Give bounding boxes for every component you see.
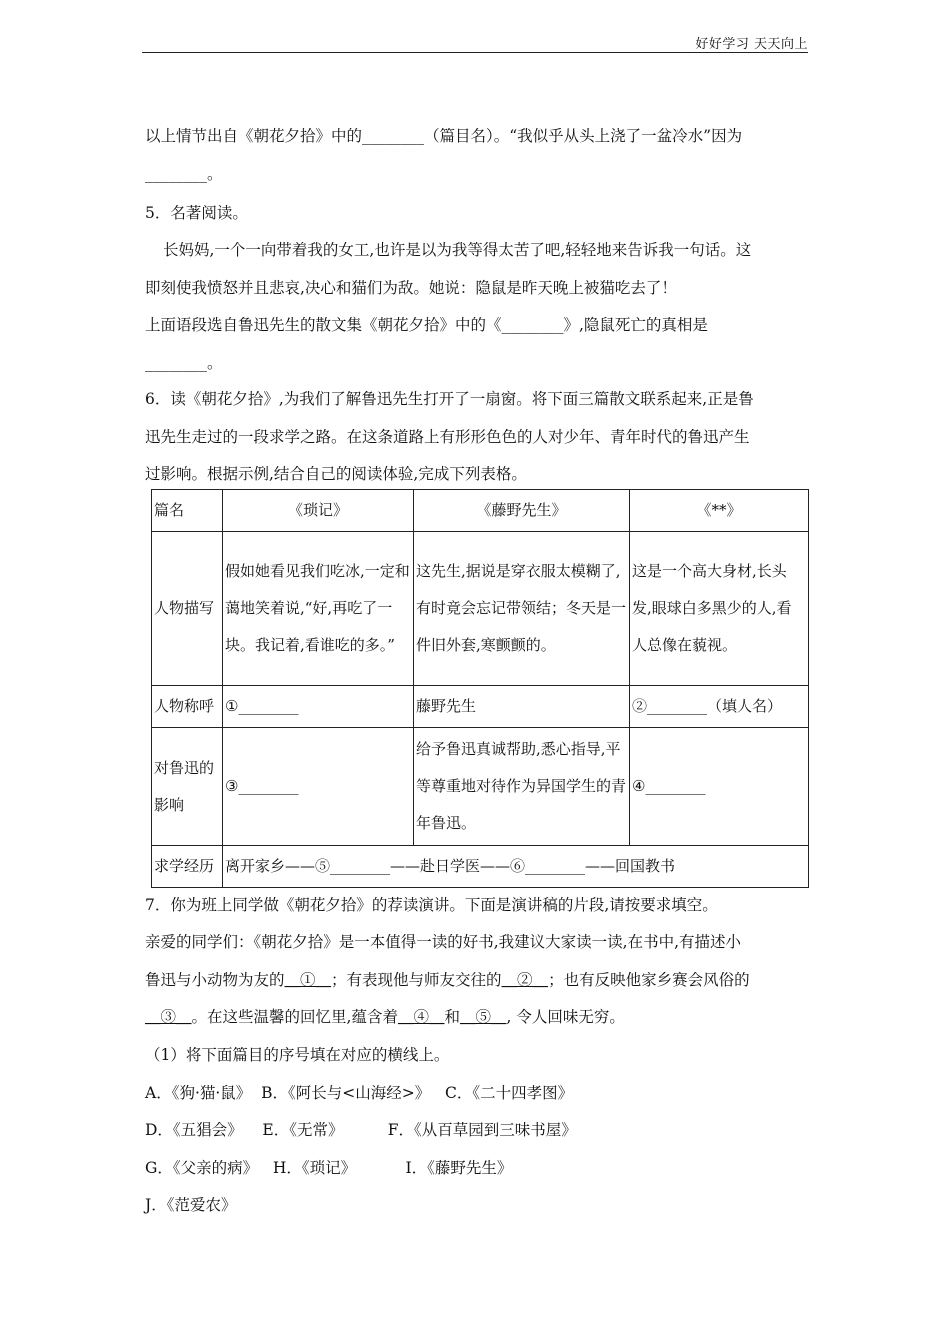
question-7-title: 7．你为班上同学做《朝花夕拾》的荐读演讲。下面是演讲稿的片段,请按要求填空。 [145,896,718,914]
text-span: , 令人回味无穷。 [506,1008,625,1026]
text-span: ；也有反映他家乡赛会风俗的 [548,971,750,989]
table-cell: ③________ [223,728,414,846]
table-row-label: 对鲁迅的影响 [152,728,223,846]
table-cell: 假如她看见我们吃冰,一定和蔼地笑着说,“好,再吃了一块。我记着,看谁吃的多。” [223,532,414,686]
question-6-title: 6．读《朝花夕拾》,为我们了解鲁迅先生打开了一扇窗。将下面三篇散文联系起来,正是鲁 [145,390,754,408]
table-row-label: 求学经历 [152,846,223,888]
table-row-label: 人物称呼 [152,686,223,728]
blank-1: ＿①＿ [284,971,332,989]
text-line: 亲爱的同学们：《朝花夕拾》是一本值得一读的好书,我建议大家读一读,在书中,有描述小 [145,933,742,951]
reading-table [151,489,809,888]
option-row: A．《狗·猫·鼠》 B．《阿长与<山海经>》 C．《二十四孝图》 [145,1084,574,1102]
table-cell: 这是一个高大身材,长头发,眼球白多黑少的人,看人总像在藐视。 [630,532,809,686]
text-line: 迅先生走过的一段求学之路。在这条道路上有形形色色的人对少年、青年时代的鲁迅产生 [145,428,750,446]
text-span: 。在这些温馨的回忆里,蕴含着 [191,1008,398,1026]
table-row [152,532,809,686]
text-span: 和 [444,1008,460,1026]
table-header-cell: 《藤野先生》 [414,490,630,532]
question-5-title: 5．名著阅读。 [145,204,248,222]
table-row [152,846,809,888]
option-row: D．《五猖会》 E．《无常》 F．《从百草园到三味书屋》 [145,1121,577,1139]
blank-4: ＿④＿ [397,1008,445,1026]
text-line: 即刻使我愤怒并且悲哀,决心和猫们为敌。她说：隐鼠是昨天晚上被猫吃去了！ [145,279,677,297]
table-cell: ①________ [223,686,414,728]
option-row: J．《范爱农》 [145,1196,237,1214]
table-row [152,728,809,846]
header-slogan: 好好学习 天天向上 [695,37,808,52]
table-header-cell: 篇名 [152,490,223,532]
text-line [145,1005,625,1027]
option-row: G．《父亲的病》 H．《琐记》 I．《藤野先生》 [145,1159,513,1177]
table-cell: ②________（填人名） [630,686,809,728]
text-line: 上面语段选自鲁迅先生的散文集《朝花夕拾》中的《________》,隐鼠死亡的真相是 [145,316,708,334]
blank-5: ＿⑤＿ [459,1008,507,1026]
table-cell: 给予鲁迅真诚帮助,悉心指导,平等尊重地对待作为异国学生的青年鲁迅。 [414,728,630,846]
table-row [152,490,809,532]
table-cell: ④________ [630,728,809,846]
sub-question-1: （1）将下面篇目的序号填在对应的横线上。 [145,1046,450,1064]
text-line: ________。 [145,354,223,372]
text-line: 过影响。根据示例,结合自己的阅读体验,完成下列表格。 [145,465,527,483]
text-line [145,968,750,990]
blank-2: ＿②＿ [501,971,549,989]
table-row-label: 人物描写 [152,532,223,686]
header-rule [142,52,808,53]
table-cell: 藤野先生 [414,686,630,728]
table-cell: 这先生,据说是穿衣服太模糊了,有时竟会忘记带领结；冬天是一件旧外套,寒颤颤的。 [414,532,630,686]
table-row [152,686,809,728]
table-header-cell: 《琐记》 [223,490,414,532]
table-header-cell: 《**》 [630,490,809,532]
text-span: 鲁迅与小动物为友的 [145,971,285,989]
text-span: ；有表现他与师友交往的 [331,971,502,989]
text-line: 长妈妈,一个一向带着我的女工,也许是以为我等得太苦了吧,轻轻地来告诉我一句话。这 [163,241,752,259]
blank-3: ＿③＿ [145,1008,192,1026]
text-line: 以上情节出自《朝花夕拾》中的________（篇目名）。“我似乎从头上浇了一盆冷水”因为 [145,127,743,145]
table-cell: 离开家乡——⑤________——赴日学医——⑥________——回国教书 [223,846,809,888]
text-line: ________。 [145,165,223,183]
